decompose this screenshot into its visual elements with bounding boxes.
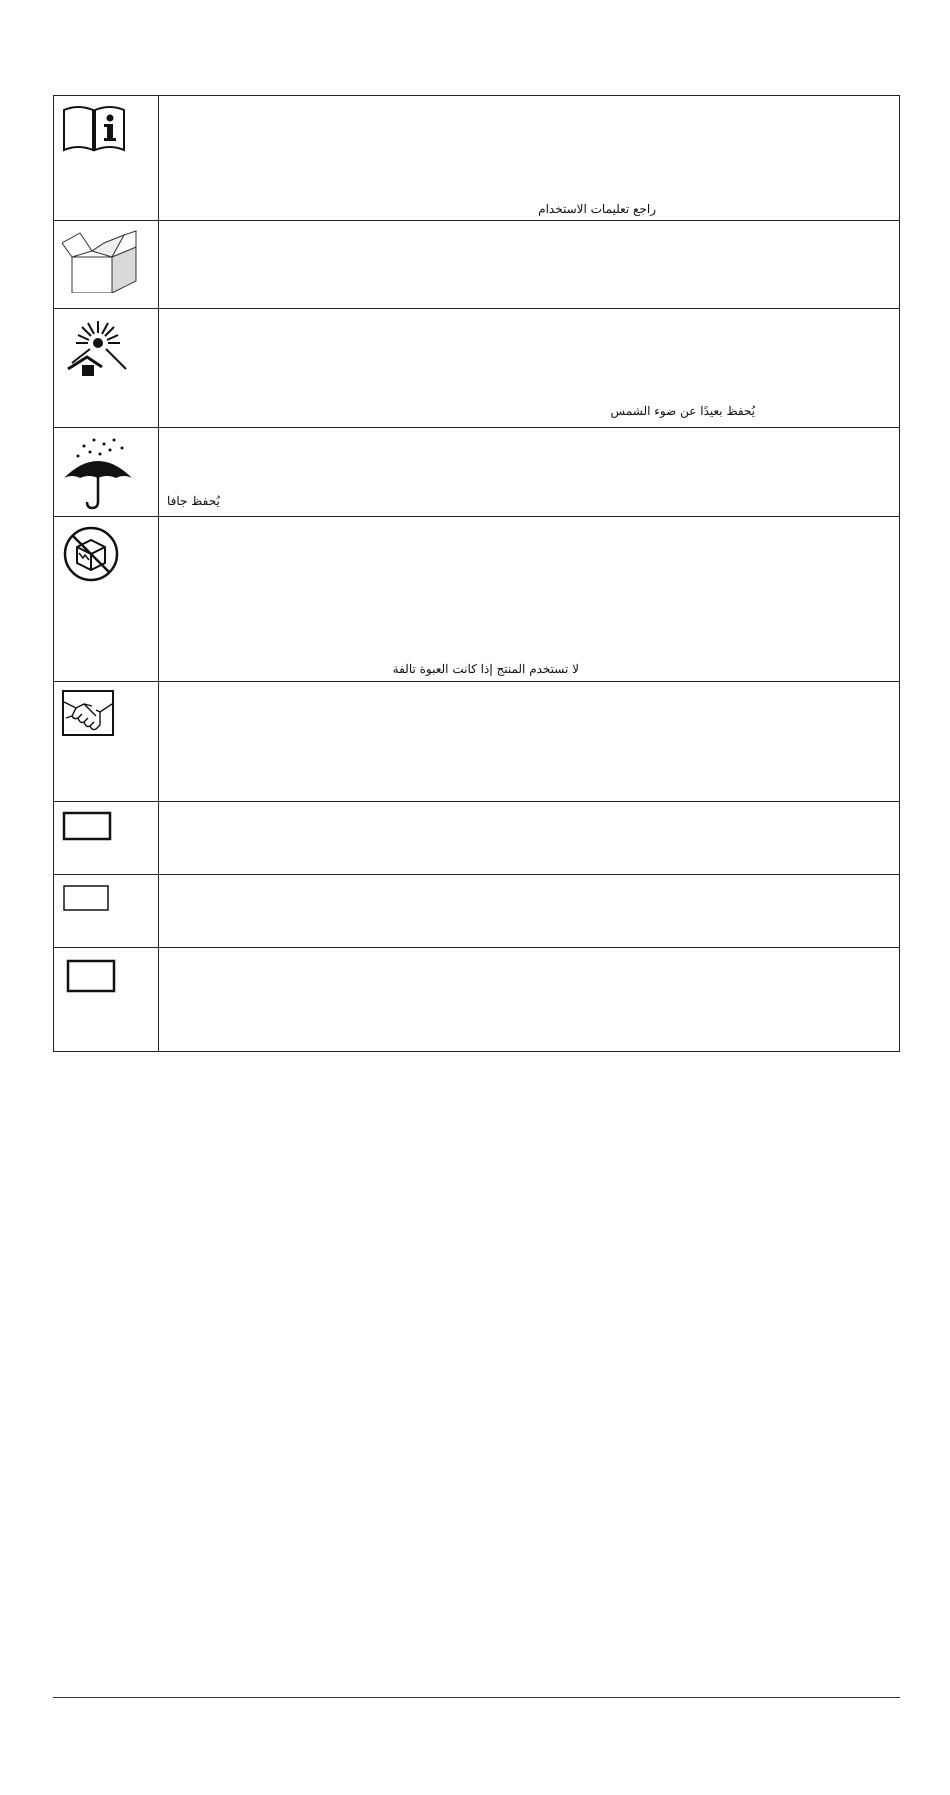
description-cell [159, 875, 900, 948]
distributor-handshake-icon [62, 690, 114, 736]
icon-cell [54, 428, 159, 517]
table-row [54, 517, 900, 682]
description-text: راجع تعليمات الاستخدام [538, 202, 656, 216]
symbols-table [53, 95, 900, 1052]
table-row [54, 96, 900, 221]
description-cell [159, 948, 900, 1052]
description-cell [159, 221, 900, 309]
description-text: لا تستخدم المنتج إذا كانت العبوة تالفة [392, 662, 579, 676]
icon-cell [54, 682, 159, 802]
footer-divider [53, 1697, 900, 1698]
table-row [54, 948, 900, 1052]
icon-cell [54, 517, 159, 682]
table-row [54, 802, 900, 875]
icon-cell [54, 221, 159, 309]
description-cell [159, 428, 900, 517]
rectangle-symbol-icon [62, 810, 114, 842]
open-box-icon [62, 229, 142, 293]
table-row [54, 428, 900, 517]
icon-cell [54, 802, 159, 875]
description-text: يُحفظ بعيدًا عن ضوء الشمس [610, 404, 755, 418]
instructions-book-icon [62, 104, 126, 154]
damaged-package-icon [62, 525, 120, 583]
table-row [54, 221, 900, 309]
description-cell [159, 96, 900, 221]
table-row [54, 309, 900, 428]
table-row [54, 682, 900, 802]
description-text: يُحفظ جافا [167, 494, 220, 508]
table-row [54, 875, 900, 948]
keep-dry-umbrella-icon [62, 436, 132, 510]
icon-cell [54, 948, 159, 1052]
description-cell [159, 517, 900, 682]
icon-cell [54, 96, 159, 221]
description-cell [159, 802, 900, 875]
description-cell [159, 309, 900, 428]
rectangle-symbol-icon [62, 883, 114, 915]
keep-away-sunlight-icon [62, 317, 134, 383]
icon-cell [54, 875, 159, 948]
icon-cell [54, 309, 159, 428]
rectangle-symbol-icon [62, 956, 118, 996]
description-cell [159, 682, 900, 802]
